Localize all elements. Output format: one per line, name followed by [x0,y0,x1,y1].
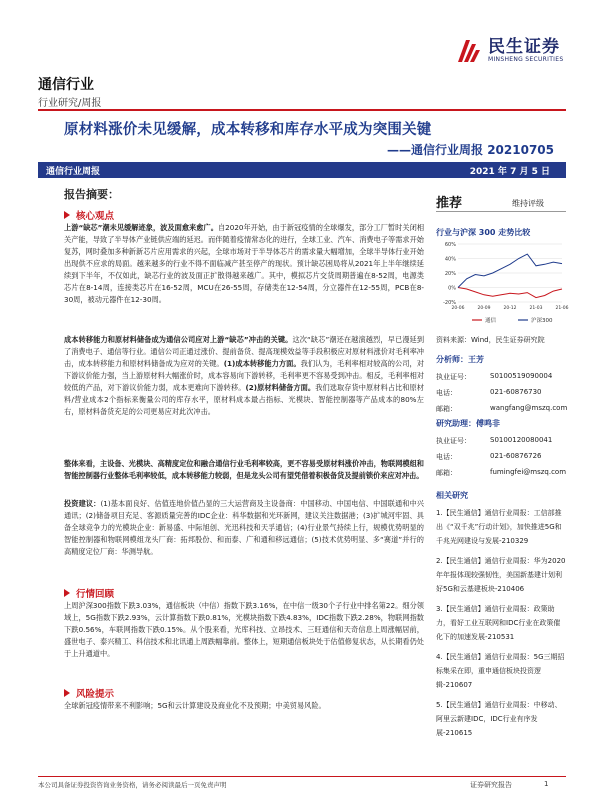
core-paragraph-2 [64,334,424,418]
invest-text: (1)基本面良好、估值连地价值凸显的三大运营商及主设备商：中国移动、中国电信、中国联通和中兴通讯；(2)储备项目充足、客源质量完善的IDC企业：科华数据和光环新网，建议关注数据港；(3)扩城河牢固、具备全球竞争力的光模块企业：新易盛、中际旭创、光迅科技和天孚通信；(4)行业景气持续上行，规模优势明显的智能控制器和物联网模组龙头厂商：拓邦股份、和而泰、广和通和移远通信；(5)技术优势明显、多“赛道”并行的高精度定位厂商：华测导航。 [64,499,424,556]
analyst-mail-row [436,404,567,414]
series-line [458,288,562,298]
y-tick-label: 60% [444,242,456,248]
summary-title: 报告摘要： [64,188,119,201]
core-p2-bold: 成本转移能力和原材料储备成为通信公司应对上游“缺芯”冲击的关键。 [64,335,293,344]
core-p2c: 我们选取存货中原材料占比和原材料/营业成本2个指标来衡量公司的库存水平，原材料成本最占指标、光模块、智能控制器等产品成本的80%左右，原材料备货充足的公司更易应对此次冲击。 [64,383,424,416]
rating-label: 维持评级 [512,199,544,208]
report-type: 行业研究/周报 [38,98,102,109]
x-tick-label: 20-12 [503,306,517,311]
core-heading [64,208,114,222]
triangle-bullet-icon [64,589,70,597]
y-tick-label: 0% [448,285,456,292]
x-tick-label: 21-03 [529,306,543,311]
assistant-title: 研究助理：傅鸣非 [436,419,500,428]
x-tick-label: 20-09 [477,306,491,311]
related-list [436,506,566,740]
core-p1-text: 自2020年开始，由于新冠疫情的全球爆发，部分工厂暂时关闭相关产能，导致了半导体产业链供应端的延迟。而伴随着疫情常态化的进行，全球工业、汽车、消费电子等需求开始复苏，网时叠加多种新新芯片应用需求的兴起，全球市场对于半导体芯片的需求量大幅增加，全球半导体行业开始出现供不应求的局面。越来越多的行业不得不面临减产甚至停产的现状。预计缺芯困局将从2021年上半年继续延续到下半年，不仅如此，缺芯行业的波及面正扩散得越来越广。其中，模拟芯片交货周期普遍在8-52周，电源类芯片在8-14周，连接类芯片在16-52周，MCU在26-55周，存储类在12-54周，分立器件在12-55周，PCB在8-30周，被动元器件在12-30周。 [64,223,425,304]
tel-value: 021-60876726 [490,452,542,460]
report-title: 原材料涨价未见缓解，成本转移和库存水平成为突围关键 [64,122,432,138]
legend-label: 沪深300 [531,318,553,324]
mail-key: 邮箱： [436,469,457,477]
core-p2b-bold: (1)成本转移能力方面。 [223,359,301,368]
logo-name-en: MINSHENG SECURITIES [488,56,564,63]
cert-value: S0100519090004 [490,372,553,380]
assistant-mail-row [436,468,566,478]
chart-title: 行业与沪深 300 走势比较 [436,228,531,237]
mail-key: 邮箱： [436,405,457,413]
assistant-tel-row [436,452,542,462]
y-tick-label: -20% [443,300,456,306]
triangle-bullet-icon [64,689,70,697]
triangle-bullet-icon [64,211,70,219]
footer-divider [38,776,566,777]
tel-key: 电话： [436,453,457,461]
core-paragraph-1 [64,222,424,306]
industry-label: 通信行业 [38,77,94,93]
market-heading [64,586,114,600]
analyst-cert-row [436,372,552,382]
risk-heading [64,686,114,700]
mail-value[interactable]: wangfang@mszq.com [490,404,568,412]
core-p1-bold: 上游“缺芯”潮未见缓解迹象，波及面愈来愈广。 [64,223,218,232]
trend-chart [436,240,569,328]
recommend-label: 推荐 [436,196,463,211]
header-divider [38,109,566,111]
risk-heading-text: 风险提示 [76,689,115,700]
core-heading-text: 核心观点 [76,211,115,222]
core-p2b: 我们认为，毛利率相对较高的公司，对下游议价能力强，当上游原材料大幅涨价时，成本容易向下游转移，毛利率更不容易受到冲击。相反，毛利率相对较低的产品，对下游议价能力弱，成本更难向下游转移。 [64,359,424,392]
assistant-cert-row [436,436,552,446]
related-item[interactable]: 5.【民生通信】通信行业周报：中移动、阿里云新建IDC，IDC行业有序发展-210615 [436,701,562,737]
logo-name-cn: 民生证券 [488,37,560,57]
tel-value: 021-60876730 [490,388,542,396]
analyst-tel-row [436,388,542,398]
invest-label: 投资建议： [64,499,101,508]
logo-mark-icon [452,36,482,66]
report-date: 2021 年 7 月 5 日 [469,166,550,177]
cert-value: S0100120080041 [490,436,553,444]
chart-source: 资料来源：Wind，民生证券研究院 [436,336,545,344]
legend-label: 通信 [485,318,497,324]
core-paragraph-3 [64,458,424,482]
core-p3-bold: 整体来看，主设备、光模块、高精度定位和融合通信行业毛利率较高，更不容易受原材料涨价冲击，物联网模组和智能控制器行业整体毛利率较低，成本转移能力较弱，但是龙头公司有望凭借着积极备货及提前锁价来应对冲击。 [64,459,424,480]
mail-value[interactable]: fumingfei@mszq.com [490,468,567,476]
related-title: 相关研究 [436,491,468,500]
series-line [458,254,562,287]
risk-paragraph: 全球新冠疫情带来不利影响；5G和云计算建设及商业化不及预期；中美贸易风险。 [64,701,326,710]
x-tick-label: 20-06 [451,306,465,311]
related-item[interactable]: 3.【民生通信】通信行业周报：政策助力，看好工业互联网和IDC行业在政策催化下的加速发展-210531 [436,605,561,641]
x-tick-label: 21-06 [555,306,569,311]
invest-paragraph [64,498,424,558]
right-divider [436,211,566,212]
cert-key: 执业证号： [436,373,471,381]
related-item[interactable]: 1.【民生通信】通信行业周报：工信部推出《“双千兆”行动计划》，加快推进5G和千兆光网建设与发展-210329 [436,509,562,545]
footer-disclaimer: 本公司具备证券投资咨询业务资格，请务必阅读最后一页免责声明 [38,781,227,789]
related-item[interactable]: 4.【民生通信】通信行业周报：5G三期招标集采在即，重申通信板块投资逻辑-210607 [436,653,565,689]
core-p2a: 这次“缺芯”潮还在越演越烈，早已漫延到了消费电子、通信等行业。通信公司正通过涨价、提前备货、提高现模效益等手段积极应对原材料涨价对毛利率冲击，成本转移能力和原材料储备成为应对的关键。 [64,335,425,368]
footer-brand: 证券研究报告 [470,781,512,789]
market-paragraph: 上周沪深300指数下跌3.03%，通信板块（中信）指数下跌3.16%，在中信一级30个子行业中排名第22。细分领域上，5G指数下跌2.93%，云计算指数下跌0.81%，光模块指数下跌4.83%，IDC指数下跌2.28%，物联网指数下跌0.56%，车联网指数下跌0.15%。从个股来看，光库科技、立昂技术、三旺通信和天奇信息上周涨幅居前，盛世电子、泰兴精工、科信技术和北讯通上周跌幅靠前。整体上，短期通信板块处于估值修复状态，从长期看仍处于上升通道中。 [64,601,424,658]
y-tick-label: 40% [444,256,456,263]
related-item[interactable]: 2.【民生通信】通信行业周报：华为2020年年报体现较强韧性，美国新基建计划利好5G和云基建板块-210406 [436,557,566,593]
cert-key: 执业证号： [436,437,471,445]
brand-logo [452,34,582,68]
report-info-bar [38,162,566,178]
bar-left-label: 通信行业周报 [46,166,101,177]
page-number: 1 [544,780,549,788]
analyst-title: 分析师：王芳 [436,355,484,364]
report-subtitle: ——通信行业周报 20210705 [387,143,554,157]
market-heading-text: 行情回顾 [76,589,115,600]
y-tick-label: 20% [444,271,456,277]
core-p2c-bold: (2)原材料储备方面。 [245,383,316,392]
tel-key: 电话： [436,389,457,397]
